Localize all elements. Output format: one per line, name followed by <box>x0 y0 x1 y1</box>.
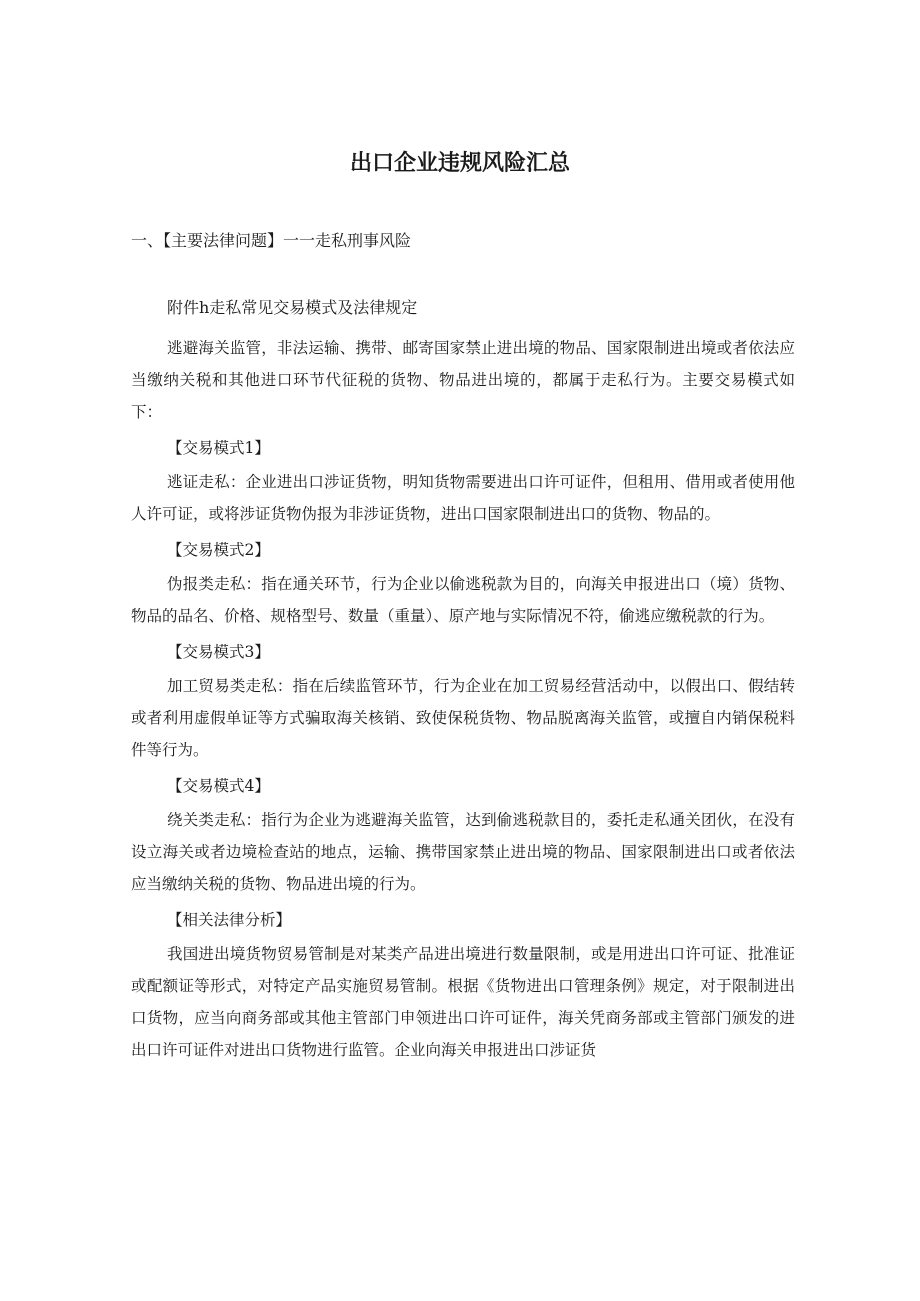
mode-4-paragraph: 绕关类走私：指行为企业为逃避海关监管，达到偷逃税款目的，委托走私通关团伙，在没有设立海关或者边境检查站的地点，运输、携带国家禁止进出境的物品、国家限制进出口或者依法应当缴纳关税的货物、物品进出境的行为。 <box>131 811 795 893</box>
mode-1-paragraph: 逃证走私：企业进出口涉证货物，明知货物需要进出口许可证件，但租用、借用或者使用他人许可证，或将涉证货物伪报为非涉证货物，进出口国家限制进出口的货物、物品的。 <box>131 473 795 523</box>
analysis-label: 【相关法律分析】 <box>167 911 292 929</box>
mode-1-label: 【交易模式1】 <box>167 439 270 457</box>
analysis-paragraph: 我国进出境货物贸易管制是对某类产品进出境进行数量限制，或是用进出口许可证、批准证或配额证等形式，对特定产品实施贸易管制。根据《货物进出口管理条例》规定，对于限制进出口货物，应当向商务部或其他主管部门申领进出口许可证件，海关凭商务部或主管部门颁发的进出口许可证件对进出口货物进行监管。企业向海关申报进出口涉证货 <box>131 945 795 1059</box>
mode-3-label: 【交易模式3】 <box>167 643 270 661</box>
mode-3-paragraph: 加工贸易类走私：指在后续监管环节，行为企业在加工贸易经营活动中，以假出口、假结转或者利用虚假单证等方式骗取海关核销、致使保税货物、物品脱离海关监管，或擅自内销保税料件等行为。 <box>131 677 795 759</box>
document-title: 出口企业违规风险汇总 <box>349 151 570 176</box>
mode-4-label: 【交易模式4】 <box>167 777 270 795</box>
document-body <box>131 332 795 1066</box>
mode-2-label: 【交易模式2】 <box>167 541 270 559</box>
section-heading: 一、【主要法律问题】一一走私刑事风险 <box>131 231 412 250</box>
attachment-subheading: 附件h走私常见交易模式及法律规定 <box>167 298 418 317</box>
mode-2-paragraph: 伪报类走私：指在通关环节，行为企业以偷逃税款为目的，向海关申报进出口（境）货物、物品的品名、价格、规格型号、数量（重量）、原产地与实际情况不符，偷逃应缴税款的行为。 <box>131 575 795 625</box>
intro-paragraph: 逃避海关监管，非法运输、携带、邮寄国家禁止进出境的物品、国家限制进出境或者依法应当缴纳关税和其他进口环节代征税的货物、物品进出境的，都属于走私行为。主要交易模式如下： <box>131 339 795 421</box>
